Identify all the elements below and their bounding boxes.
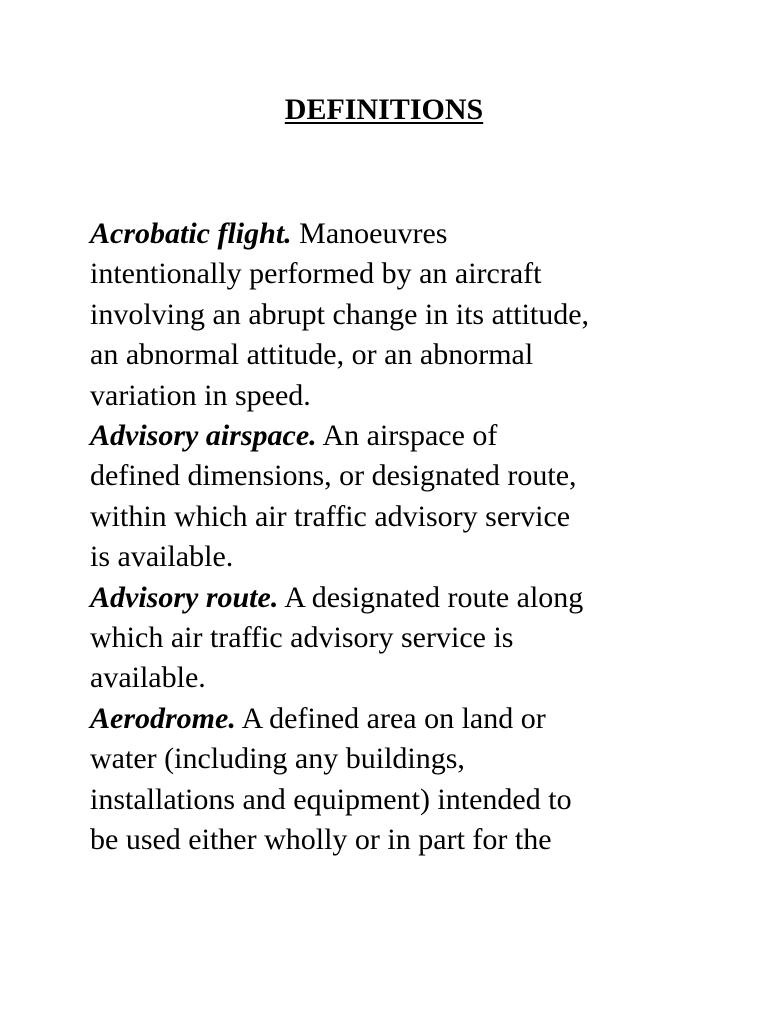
definition-text-line: available. [90,661,206,695]
definition-advisory-airspace [90,416,690,578]
definition-text-line: A designated route along [278,580,584,614]
definition-term: Aerodrome. [90,701,236,735]
definitions-list [90,214,690,861]
definition-text-line: be used either wholly or in part for the [90,823,552,857]
definition-term: Advisory route. [90,580,279,614]
definition-text-line: intentionally performed by an aircraft [90,257,542,291]
definition-advisory-route [90,578,690,699]
definition-term: Advisory airspace. [90,419,317,453]
definition-text-line: variation in speed. [90,378,311,412]
definition-text-line: An airspace of [316,419,498,453]
definition-acrobatic-flight [90,214,690,416]
definition-first-line [90,416,690,456]
definition-first-line [90,214,690,254]
definition-first-line [90,578,690,618]
definition-text-line: installations and equipment) intended to [90,782,572,816]
page-title: DEFINITIONS [284,93,484,126]
definition-term: Acrobatic flight. [90,217,292,250]
definition-text-line: involving an abrupt change in its attitude, [90,297,590,331]
definition-text-line: A defined area on land or [235,701,546,735]
definition-text-line: an abnormal attitude, or an abnormal [90,338,534,372]
definition-text-line: which air traffic advisory service is [90,621,514,655]
definition-text-line: Manoeuvres [291,217,448,250]
definition-first-line [90,699,690,739]
definition-text-line: within which air traffic advisory service [90,499,571,533]
definition-aerodrome [90,699,690,861]
definition-text-line: defined dimensions, or designated route, [90,459,577,493]
definition-text-line: is available. [90,540,234,574]
definition-text-line: water (including any buildings, [90,742,465,776]
